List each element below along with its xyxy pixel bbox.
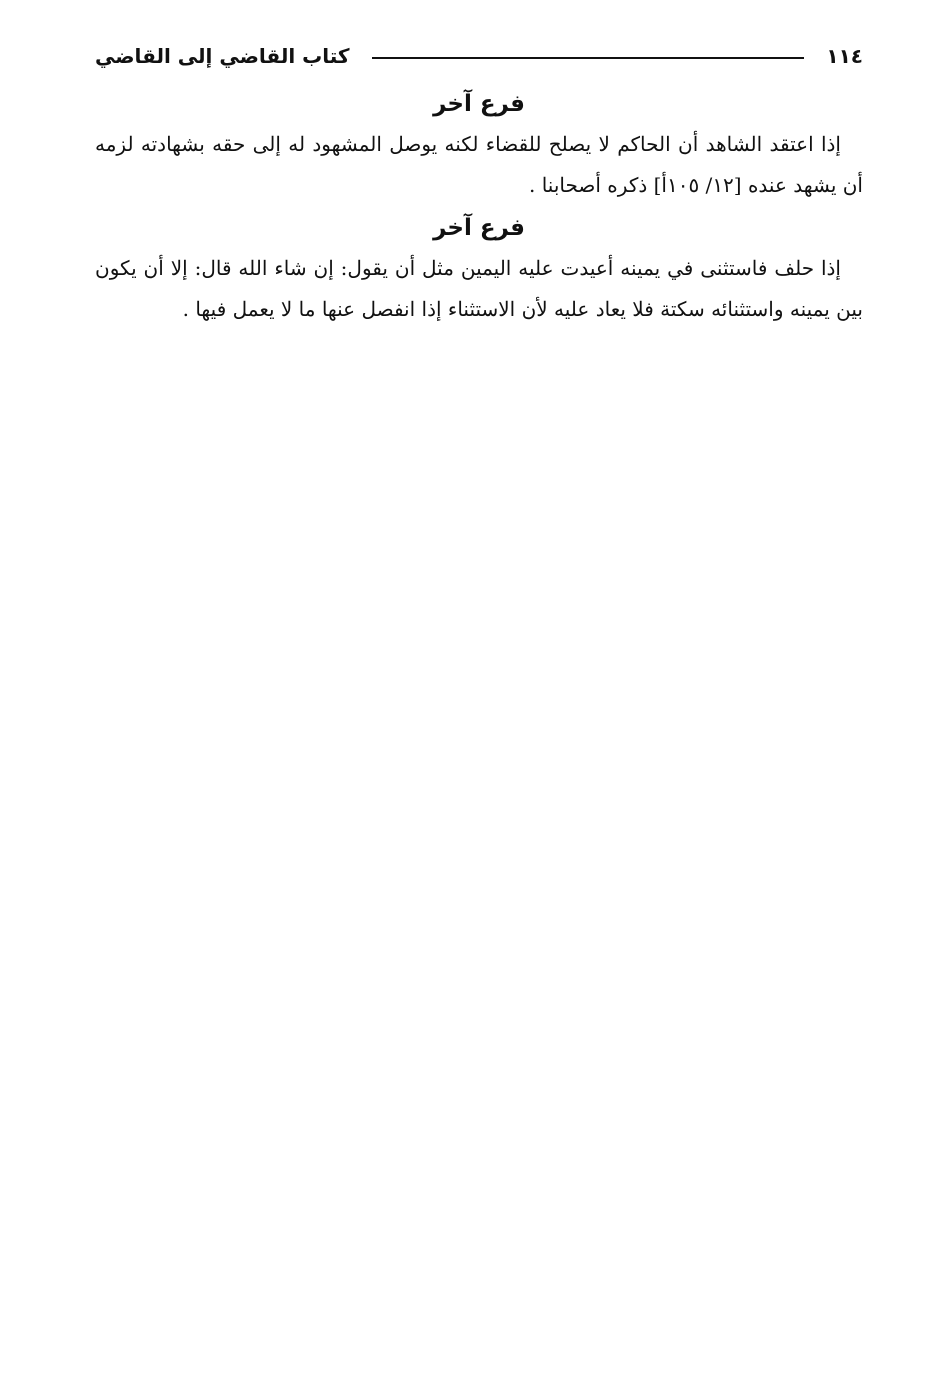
section-paragraph: إذا حلف فاستثنى في يمينه أعيدت عليه اليمين مثل أن يقول: إن شاء الله قال: إلا أن يكون بين يمينه واستثنائه سكتة فلا يعاد عليه لأن الاستثناء إذا انفصل عنها ما لا يعمل فيها . [95, 256, 863, 321]
header-rule [372, 57, 805, 59]
section-heading: فرع آخر [433, 215, 525, 241]
section-heading: فرع آخر [433, 91, 525, 117]
section-paragraph: إذا اعتقد الشاهد أن الحاكم لا يصلح للقضاء لكنه يوصل المشهود له إلى حقه بشهادته لزمه أن يشهد عنده [١٢/ ١٠٥أ] ذكره أصحابنا . [95, 132, 863, 197]
page-content [95, 84, 863, 330]
running-header [95, 38, 863, 74]
page-number: ١١٤ [826, 44, 863, 68]
book-title: كتاب القاضي إلى القاضي [95, 44, 350, 68]
